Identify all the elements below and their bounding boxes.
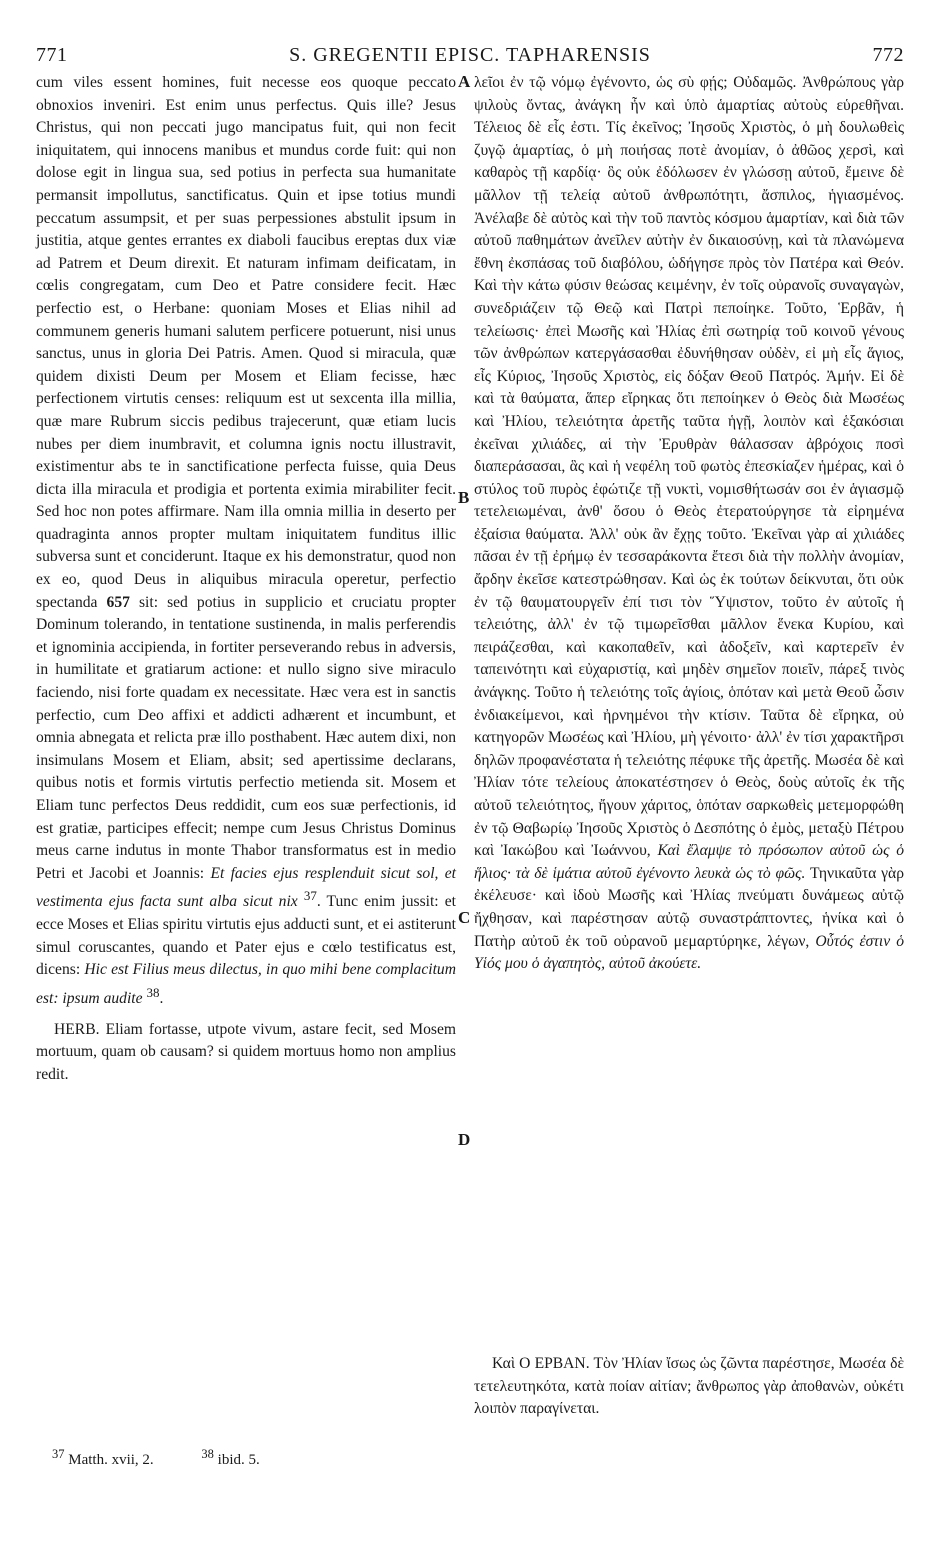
latin-text: cum viles essent homines, fuit necesse eos quoque peccato obnoxios inveniri. Est enim unus perfectus. Quis ille? Jesus Christus, qui non peccati jugo mancipatus fuit, qui non fecit iniquitatem, qui innocens manibus et mundus corde fuit: qui non dolose egit in lingua sua, sed potius in perfecta sua humanitate permansit impollutus, sanctificatus. Quin et ipse totius mundi peccatum assumpsit, et per suas perpessiones abstulit ipsum in justitia, atque gentes errantes ex diaboli faucibus ereptas dux viæ ad Patrem et Deum direxit. Et naturam infimam deificatam, in cœlis congregatam, cum Deo et Patre considere fecit. Hæc perfectio est, o Herbane: quoniam Moses et Elias nihil ad communem generis humani salutem perficere potuerunt, nisi unus sanctus, unus in gloria Dei Patris. Amen. Quod si miracula, quæ quidem dixisti Deum per Mosem et Eliam fecisse, hæc perfectionem virtutis censes: reliquum est ut sexcenta illa millia, quæ mare Rubrum siccis pedibus trajecerunt, quæ etiam lucis nubes per diem inumbravit, et columna ignis noctu illustravit, existimentur abs te in sanctificatione perfecta fuisse, quia Deus dicta illa miracula et prodigia et portenta eximia mirabiliter fecit. Sed hoc non potes affirmare. Nam illa omnia millia in deserto per quadraginta annos propter multam iniquitatem funditus illic subversa sunt et conciderunt. Itaque ex his demonstratur, quod non ex eo, quod Deus in aliquibus miracula operetur, perfectio spectanda bbox=[36, 74, 456, 611]
latin-quote: Et facies ejus resplenduit sicut sol, et vestimenta ejus facta sunt alba sicut nix bbox=[36, 864, 456, 911]
section-marker: B bbox=[458, 488, 470, 507]
running-title: S. GREGENTII EPISC. TAPHARENSIS bbox=[289, 44, 651, 66]
footnotes bbox=[52, 1447, 304, 1469]
page-header bbox=[36, 44, 904, 70]
latin-paragraph: cum viles essent homines, fuit necesse eos quoque peccato obnoxios inveniri. Est enim unus perfectus. Quis ille? Jesus Christus, qui non peccati jugo mancipatus fuit, qui non fecit iniquitatem, qui innocens manibus et mundus corde fuit: qui non dolose egit in lingua sua, sed potius in perfecta sua humanitate permansit impollutus, sanctificatus. Quin et ipse totius mundi peccatum assumpsit, et per suas perpessiones abstulit ipsum in justitia, atque gentes errantes ex diaboli faucibus ereptas dux viæ ad Patrem et Deum direxit. Et naturam infimam deificatam, in cœlis congregatam, cum Deo et Patre considere fecit. Hæc perfectio est, o Herbane: quoniam Moses et Elias nihil ad communem generis humani salutem perficere potuerunt, nisi unus sanctus, unus in gloria Dei Patris. Amen. Quod si miracula, quæ quidem dixisti Deum per Mosem et Eliam fecisse, hæc perfectionem virtutis censes: reliquum est ut sexcenta illa millia, quæ mare Rubrum siccis pedibus trajecerunt, quæ etiam lucis nubes per diem inumbravit, et columna ignis noctu illustravit, existimentur abs te in sanctificatione perfecta fuisse, quia Deus dicta illa miracula et prodigia et portenta eximia mirabiliter fecit. Sed hoc non potes affirmare. Nam illa omnia millia in deserto per quadraginta annos propter multam iniquitatem funditus illic subversa sunt et conciderunt. Itaque ex his demonstratur, quod non ex eo, quod Deus in aliquibus miracula operetur, perfectio spectanda 657 sit: sed potius in supplicio et cruciatu propter Dominum tolerando, in tentatione sustinenda, in malis perferendis et ignominia accipienda, in fortiter perseverando rebus in adversis, in humilitate et gratiarum actione: et nullo signo sive miraculo faciendo, nisi forte quadam ex necessitate. Hæc vera est in sanctis perfectio, cum Deo affixi et addicti adhærent et incumbunt, et omnia abnegata et relicta præ illo posthabent. Hæc autem dixi, non insimulans Mosem et Eliam, absit; sed apertissime declarans, quibus notis et formis virtutis perfectio metienda sit. Mosem et Eliam tunc perfectos Deus reddidit, cum eos suæ perfectionis, id est gratiæ, participes effecit; nempe cum Jesus Christus Dominus meus carne indutus in monte Thabor transformatus est in medio Petri et Jacobi et Joannis: Et facies ejus resplenduit sicut sol, et vestimenta ejus facta sunt alba sicut nix $^{37}$. Tunc enim jussit: et ecce Moses et Elias spiritu virtutis ejus adducti sunt, et ei astiterunt simul coruscantes, quando et Pater ejus e cœlo testificatus est, dicens: Hic est Filius meus dilectus, in quo mihi bene complacitum est: ipsum audite $^{38}$. bbox=[36, 74, 456, 1008]
footnote-number: 38 bbox=[201, 1447, 214, 1461]
latin-column bbox=[36, 72, 456, 1087]
greek-paragraph-herb: Καὶ Ο ΕΡΒΑΝ. Τὸν Ἠλίαν ἴσως ὡς ζῶντα παρέστησε, Μωσέα δὲ τετελευτηκότα, κατὰ ποίαν αἰτίαν; ἄνθρωπος γὰρ ἀποθανὼν, οὐκέτι λοιπὸν παραγίνεται. bbox=[474, 1355, 904, 1418]
greek-quote: Καὶ ἔλαμψε τὸ πρόσωπον αὐτοῦ ὡς ὁ ἥλιος· τὰ δὲ ἱμάτια αὐτοῦ ἐγένοντο λευκὰ ὡς τὸ φῶς. bbox=[474, 842, 904, 882]
page-number-right: 772 bbox=[872, 44, 904, 66]
footnote-ref: 37 bbox=[303, 888, 317, 904]
section-marker: A bbox=[458, 72, 471, 91]
greek-text: λεῖοι ἐν τῷ νόμῳ ἐγένοντο, ὡς σὺ φῄς; Οὐδαμῶς. Ἀνθρώπους γὰρ ψιλοὺς ὄντας, ἀνάγκη ἦν καὶ ὑπὸ ἁμαρτίας αὐτοὺς εὑρεθῆναι. Τέλειος δὲ εἷς ἐστι. Τίς ἐκεῖνος; Ἰησοῦς Χριστὸς, ὁ μὴ δουλωθεὶς ζυγῷ ἁμαρτίας, ὁ μὴ ποιήσας ποτὲ ἀνομίαν, ὁ ἀθῶος χερσὶ, καὶ καθαρὸς τῇ καρδίᾳ· ὃς οὐκ ἐδόλωσεν ἐν γλώσσῃ αὐτοῦ, ἔμεινε δὲ μᾶλλον τῇ τελείᾳ αὐτοῦ ἀνθρωπότητι, ἄσπιλος, ἡγιασμένος. Ἀνέλαβε δὲ αὐτὸς καὶ τὴν τοῦ παντὸς κόσμου ἁμαρτίαν, καὶ διὰ τῶν αὐτοῦ παθημάτων ἀνεῖλεν αὐτὴν ἐν δικαιοσύνῃ, καὶ τὰ πλανώμενα ἔθνη ἐκσπάσας τοῦ διαβόλου, ὡδήγησε πρὸς τὸν Πατέρα καὶ Θεόν. Καὶ τὴν κάτω φύσιν θεώσας κειμένην, ἐν τοῖς οὐρανοῖς συναγαγὼν, συνεδριάζειν τῷ Θεῷ καὶ Πατρὶ πεποίηκε. Τοῦτο, Ἑρβᾶν, ἡ τελείωσις· ἐπεὶ Μωσῆς καὶ Ἠλίας ἐπὶ σωτηρίᾳ τοῦ κοινοῦ γένους τῶν ἀνθρώπων κατεργάσασθαι ἐδυνήθησαν οὐδὲν, εἰ μὴ εἷς ἅγιος, εἷς Κύριος, Ἰησοῦς Χριστὸς, εἰς δόξαν Θεοῦ Πατρός. Ἀμήν. Εἰ δὲ καὶ τὰ θαύματα, ἅπερ εἴρηκας ὅτι πεποίηκεν ὁ Θεὸς διὰ Μωσέως καὶ Ἠλίου, τελειότητα ἀρετῆς ταῦτα ἡγῇ, λοιπὸν καὶ ἑξακόσιαι ἐκεῖναι χιλιάδες, αἱ τὴν Ἐρυθρὰν θάλασσαν ἀβρόχοις ποσὶ διαπεράσασαι, ἃς καὶ ἡ νεφέλη τοῦ φωτὸς ἐπεσκίαζεν ἡμέρας, καὶ ὁ στύλος τοῦ πυρὸς ἐφώτιζε τῇ νυκτὶ, νομισθήτωσάν σοι ἐν ἁγιασμῷ τετελειωμέναι, ἀνθ' ὅσου ὁ Θεὸς ἐτερατούργησε τὰ εἰρημένα ἐξαίσια θαύματα. Ἀλλ' οὐκ ἂν ἔχῃς τοῦτο. Ἐκεῖναι γὰρ αἱ χιλιάδες πᾶσαι ἐν τῇ ἐρήμῳ ἐν τεσσαράκοντα ἔτεσι διὰ τὴν πολλὴν ἀνομίαν, ἄρδην ἐκεῖσε κατεστρώθησαν. Καὶ ὡς ἐκ τούτων δείκνυται, ὅτι οὐκ ἐν τῷ θαυματουργεῖν ἐπί τισι τὸν Ὕψιστον, τοῦτο ἐν αὐτοῖς ἡ τελειότης, ἀλλ' ἐν τῷ τιμωρεῖσθαι μᾶλλον ἕνεκα Κυρίου, καὶ πειράζεσθαι, καὶ κακοπαθεῖν, καὶ ἀδοξεῖν, καὶ καρτερεῖν ἐν ταπεινότητι καὶ εὐχαριστίᾳ, καὶ μηδὲν σημεῖον ποιεῖν, πάρεξ τινὸς ἀνάγκης. Τοῦτο ἡ τελειότης τοῖς ἁγίοις, ὁπόταν καὶ μετὰ Θεοῦ ὦσιν ἐνδιακείμενοι, καὶ ἠρνημένοι τὴν κτίσιν. Ταῦτα δὲ εἴρηκα, οὐ κατηγορῶν Μωσέως καὶ Ἠλίου, μὴ γένοιτο· ἀλλ' ἐν τίσι χαρακτῆρσι δηλῶν προφανέστατα ἡ τελειότης πέφυκε τῆς ἀρετῆς. Μωσέα δὲ καὶ Ἠλίαν τότε τελείους ἀποκατέστησεν ὁ Θεὸς, δοὺς αὐτοῖς ἐκ τῆς αὐτοῦ τελειότητος, ἤγουν χάριτος, ὁπόταν σαρκωθεὶς μετεμορφώθη ἐν τῷ Θαβωρίῳ Ἰησοῦς Χριστὸς ὁ Δεσπότης ὁ ἐμὸς, μεταξὺ Πέτρου καὶ Ἰακώβου καὶ Ἰωάννου, bbox=[474, 74, 904, 860]
greek-reply bbox=[474, 1353, 904, 1421]
column-number: 657 bbox=[106, 593, 130, 611]
latin-text: . Tunc enim jussit: et ecce Moses et Elias spiritu virtutis ejus adducti sunt, et ei astiterunt simul coruscantes, quando et Pater ejus e cœlo testificatus est, dicens: bbox=[36, 893, 456, 979]
greek-text: Τηνικαῦτα γὰρ ἐκέλευσε· καὶ ἰδοὺ Μωσῆς καὶ Ἠλίας πνεύματι δυνάμεως αὐτῷ ἤχθησαν, καὶ παρέστησαν αὐτῷ συναστράπτοντες, ἡνίκα καὶ ὁ Πατὴρ αὐτοῦ ἐκ τοῦ οὐρανοῦ μεμαρτύρηκε, λέγων, bbox=[474, 864, 905, 950]
section-marker: C bbox=[458, 908, 471, 927]
footnote bbox=[201, 1447, 281, 1468]
footnote-text: ibid. 5. bbox=[217, 1452, 260, 1468]
page-number-left: 771 bbox=[36, 44, 68, 66]
footnote-number: 37 bbox=[52, 1447, 65, 1461]
greek-column bbox=[474, 72, 904, 976]
footnote-ref: 38 bbox=[146, 984, 160, 1000]
footnote bbox=[52, 1447, 176, 1468]
footnote-text: Matth. xvii, 2. bbox=[68, 1452, 154, 1468]
section-marker: D bbox=[458, 1130, 471, 1149]
greek-quote: Οὗτός ἐστιν ὁ Υἱός μου ὁ ἀγαπητὸς, αὐτοῦ ἀκούετε. bbox=[474, 932, 904, 973]
greek-paragraph bbox=[474, 72, 904, 976]
latin-text: sit: sed potius in supplicio et cruciatu propter Dominum tolerando, in tentatione sustinenda, in malis perferendis et ignominia accipienda, in fortiter perseverando rebus in adversis, in humilitate et gratiarum actione: et nullo signo sive miraculo faciendo, nisi forte quadam ex necessitate. Hæc vera est in sanctis perfectio, cum Deo affixi et addicti adhærent et incumbunt, et omnia abnegata et relicta præ illo posthabent. Hæc autem dixi, non insimulans Mosem et Eliam, absit; sed apertissime declarans, quibus notis et formis virtutis perfectio metienda sit. Mosem et Eliam tunc perfectos Deus reddidit, cum eos suæ perfectionis, id est gratiæ, participes effecit; nempe cum Jesus Christus Dominus meus carne indutus in monte Thabor transformatus est in medio Petri et Jacobi et Joannis: bbox=[36, 593, 456, 882]
latin-paragraph-herb: HERB. Eliam fortasse, utpote vivum, astare fecit, sed Mosem mortuum, quam ob causam? si quidem mortuus homo non amplius redit. bbox=[36, 1020, 456, 1083]
latin-quote: Hic est Filius meus dilectus, in quo mihi bene complacitum est: ipsum audite bbox=[36, 961, 456, 1008]
